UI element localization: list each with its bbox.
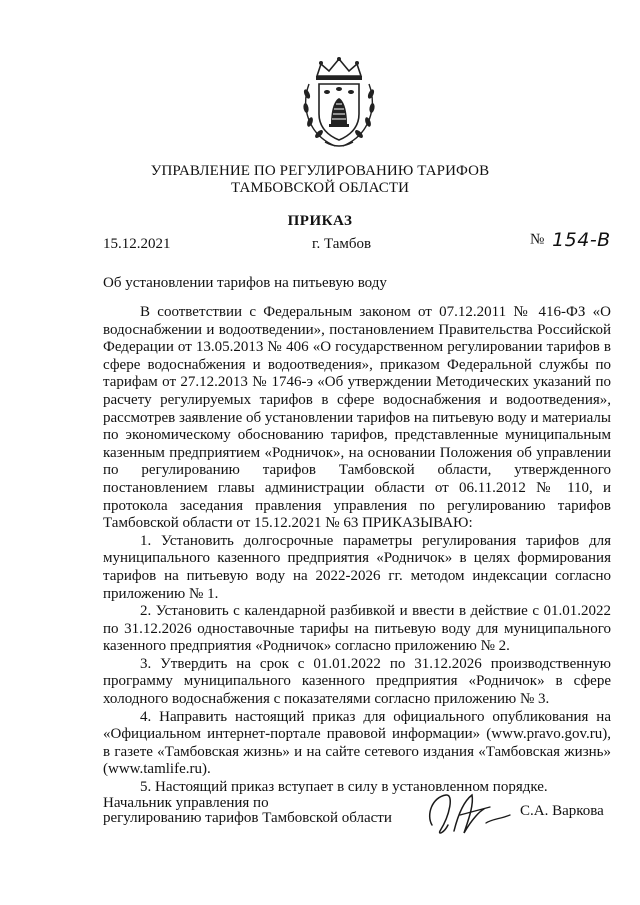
signatory-name: С.А. Варкова — [520, 803, 604, 819]
number-sign: № — [530, 231, 545, 248]
agency-name — [0, 163, 640, 197]
signatory-role — [103, 796, 392, 826]
document-number — [530, 229, 611, 251]
signatory-role-line1: Начальник управления по — [103, 795, 269, 811]
agency-name-line2: ТАМБОВСКОЙ ОБЛАСТИ — [230, 180, 410, 196]
document-city: г. Тамбов — [312, 236, 372, 252]
document-type: ПРИКАЗ — [287, 213, 353, 229]
document-body — [103, 304, 611, 797]
signature-icon — [420, 785, 520, 845]
handwritten-number: 154-В — [552, 229, 611, 251]
coat-of-arms-icon — [299, 56, 379, 150]
order-item-2: 2. Установить с календарной разбивкой и ввести в действие с 01.01.2022 по 31.12.2026 одноставочные тарифы на питьевую воду для муниципального казенного предприятия «Родничок» согласно приложению № 2. — [103, 603, 611, 655]
document-subject: Об установлении тарифов на питьевую воду — [103, 275, 387, 291]
preamble-paragraph: В соответствии с Федеральным законом от 07.12.2011 № 416-ФЗ «О водоснабжении и водоотведении», постановлением Правительства Российской Федерации от 13.05.2013 № 406 «О государственном регулировании тарифов в сфере водоснабжения и водоотведения», приказом Федеральной службы по тарифам от 27.12.2013 № 1746-э «Об утверждении Методических указаний по расчету регулируемых тарифов в сфере водоснабжения и водоотведения», рассмотрев заявление об установлении тарифов на питьевую воду и материалы по экономическому обоснованию тарифов, представленные муниципальным казенным предприятием «Родничок», на основании Положения об управлении по регулированию тарифов Тамбовской области, утвержденного постановлением главы администрации области от 06.11.2012 № 110, и протокола заседания правления управления по регулированию тарифов Тамбовской области от 15.12.2021 № 63 ПРИКАЗЫВАЮ: — [103, 304, 611, 532]
order-item-1: 1. Установить долгосрочные параметры регулирования тарифов для муниципального казенного предприятия «Родничок» в целях формирования тарифов на питьевую воду на 2022-2026 гг. методом индексации согласно приложению № 1. — [103, 532, 611, 602]
order-item-4: 4. Направить настоящий приказ для официального опубликования на «Официальном интернет-портале правовой информации» (www.pravo.gov.ru), в газете «Тамбовская жизнь» и на сайте сетевого издания «Тамбовская жизнь» (www.tamlife.ru). — [103, 708, 611, 778]
agency-name-line1: УПРАВЛЕНИЕ ПО РЕГУЛИРОВАНИЮ ТАРИФОВ — [150, 163, 490, 179]
order-item-3: 3. Утвердить на срок с 01.01.2022 по 31.12.2026 производственную программу муниципального казенного предприятия «Родничок» в сфере холодного водоснабжения с показателями согласно приложению № 3. — [103, 655, 611, 708]
document-date: 15.12.2021 — [103, 236, 171, 252]
signatory-role-line2: регулированию тарифов Тамбовской области — [103, 810, 392, 826]
order-item-5: 5. Настоящий приказ вступает в силу в установленном порядке. — [140, 779, 548, 796]
